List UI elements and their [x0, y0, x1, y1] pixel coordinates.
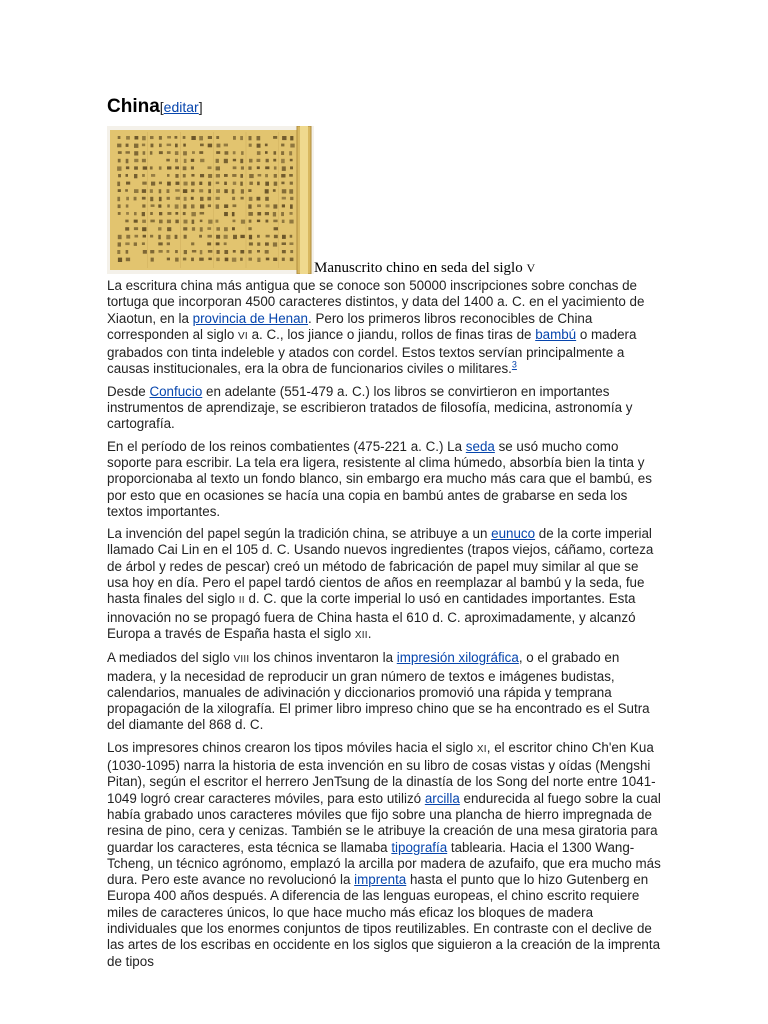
section-heading: [107, 95, 662, 119]
link-seda[interactable]: seda: [465, 438, 495, 454]
edit-section: [editar]: [159, 99, 203, 115]
paragraph-xilografia: A mediados del siglo VIII los chinos inventaron la impresión xilográfica, o el grabado en madera, y la necesidad de reproducir un gran número de textos e imágenes budistas, calendarios, manuales de adivinación y diccionarios promovió una rápida y temprana propagación de la xilografía. El primer libro impreso chino que se ha encontrado es el Sutra del diamante del 868 d. C.: [107, 650, 650, 733]
link-imprenta[interactable]: imprenta: [354, 872, 407, 888]
figure: [107, 126, 662, 274]
paragraph-tipos-moviles: Los impresores chinos crearon los tipos móviles hacia el siglo XI, el escritor chino Ch'en Kua (1030-1095) narra la historia de esta invención en su libro de cosas vistas y oídas (Mengshi Pitan), según el escritor el herrero JenTsung de la dinastía de los Song del norte entre 1041-1049 logró crear caracteres móviles, para esto utilizó arcilla endurecida al fuego sobre la cual había grabado unos caracteres móviles que fijo sobre una plancha de hierro impregnada de resina de pino, cera y cenizas. También se le atribuye la creación de una mesa giratoria para guardar los caracteres, esta técnica se llamaba tipografía tablearia. Hacia el 1300 Wang-Tcheng, un técnico agrónomo, emplazó la arcilla por madera de azufaifo, que era mucho más dura. Pero este avance no revolucionó la imprenta hasta el punto que lo hizo Gutenberg en Europa 400 años después. A diferencia de las lenguas europeas, el chino escrito requiere miles de caracteres únicos, lo que hace mucho más eficaz los bloques de madera individuales que los enormes conjuntos de tipos reutilizables. En contraste con el declive de las artes de los escribas en occidente en los siglos que siguieron a la creación de la imprenta de tipos: [107, 739, 661, 969]
link-confucio[interactable]: Confucio: [149, 383, 203, 399]
paragraph-papel: La invención del papel según la tradición china, se atribuye a un eunuco de la corte imperial llamado Cai Lin en el 105 d. C. Usando nuevos ingredientes (trapos viejos, cáñamo, corteza de árbol y redes de pescar) creó un método de fabricación de papel muy similar al que se usa hoy en día. Pero el papel tardó cientos de años en reemplazar al bambú y la seda, fue hasta finales del siglo II d. C. que la corte imperial lo usó en cantidades importantes. Esta innovación no se propagó fuera de China hasta el 610 d. C. aproximadamente, y alcanzó Europa a través de España hasta el siglo XII.: [107, 526, 654, 641]
link-impresion-xilografica[interactable]: impresión xilográfica: [396, 650, 519, 666]
link-provincia-henan[interactable]: provincia de Henan: [192, 310, 309, 326]
link-tipografia[interactable]: tipografía: [391, 839, 448, 855]
paragraph-oracle-bones: La escritura china más antigua que se conoce son 50000 inscripciones sobre conchas de tortuga que incorporan 4500 caracteres distintos, y data del 1400 a. C. en el yacimiento de Xiaotun, en la provincia de Henan. Pero los primeros libros reconocibles de China corresponden al siglo VI a. C., los jiance o jiandu, rollos de finas tiras de bambú o madera grabados con tinta indeleble y atados con cordel. Estos textos servían principalmente a causas institucionales, era la obra de funcionarios civiles o militares.$^3$: [107, 278, 645, 377]
scroll-manuscript-image[interactable]: [107, 126, 314, 274]
section-title: China: [107, 96, 160, 117]
link-eunuco[interactable]: eunuco: [491, 526, 536, 542]
link-arcilla[interactable]: arcilla: [424, 790, 460, 806]
reference-link[interactable]: 3: [511, 360, 517, 371]
edit-link[interactable]: editar: [163, 99, 199, 115]
paragraph-confucio: Desde Confucio en adelante (551-479 a. C.) los libros se convirtieron en importantes instrumentos de aprendizaje, se escribieron tratados de filosofía, medicina, astronomía y cartografía.: [107, 383, 633, 432]
article-section: [107, 95, 662, 976]
figure-caption: Manuscrito chino en seda del siglo V: [314, 260, 536, 276]
paragraph-seda: En el período de los reinos combatientes (475-221 a. C.) La seda se usó mucho como soporte para escribir. La tela era ligera, resistente al clima húmedo, absorbía bien la tinta y proporcionaba al texto un fondo blanco, sin embargo era mucho más cara que el bambú, es por esto que en ocasiones se hacía una copia en bambú antes de grabarse en seda los textos importantes.: [107, 438, 652, 519]
link-bambu[interactable]: bambú: [535, 326, 577, 342]
